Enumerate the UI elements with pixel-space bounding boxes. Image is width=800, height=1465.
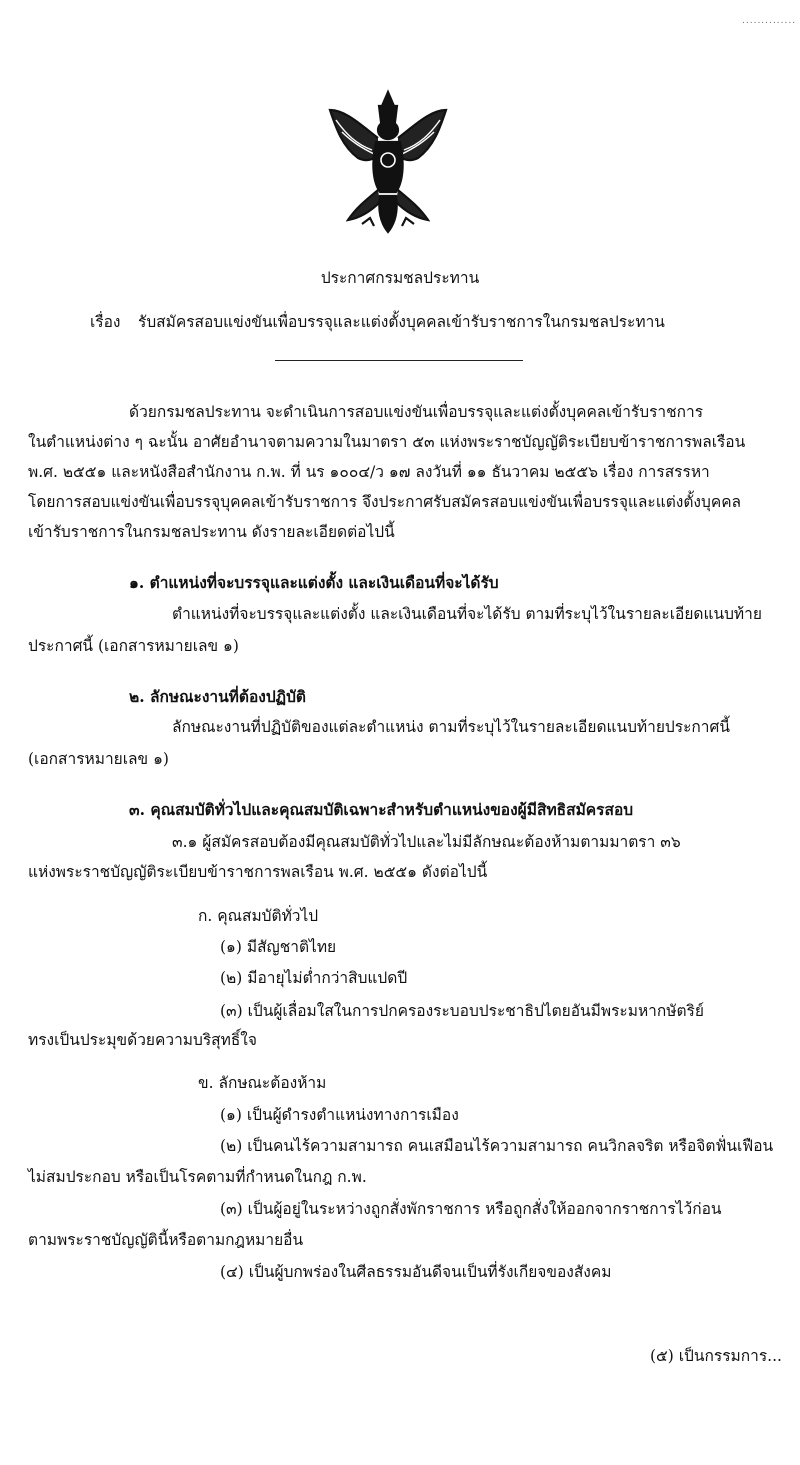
intro-line: พ.ศ. ๒๕๕๑ และหนังสือสำนักงาน ก.พ. ที่ นร ๑๐๐๔/ว ๑๗ ลงวันที่ ๑๑ ธันวาคม ๒๕๕๖ เรื่อง การสรรหา: [28, 463, 710, 481]
section-2-line: ลักษณะงานที่ปฏิบัติของแต่ละตำแหน่ง ตามที่ระบุไว้ในรายละเอียดแนบท้ายประกาศนี้: [172, 718, 730, 736]
prohibition-item-cont: ตามพระราชบัญญัตินี้หรือตามกฎหมายอื่น: [28, 1231, 304, 1249]
garuda-emblem-icon: [322, 88, 454, 236]
subject-label: เรื่อง: [90, 313, 121, 331]
section-1-line: ตำแหน่งที่จะบรรจุและแต่งตั้ง และเงินเดือนที่จะได้รับ ตามที่ระบุไว้ในรายละเอียดแนบท้าย: [172, 605, 762, 623]
intro-line: เข้ารับราชการในกรมชลประทาน ดังรายละเอียดต่อไปนี้: [28, 523, 395, 541]
qualification-item: (๑) มีสัญชาติไทย: [220, 938, 337, 956]
intro-line: ในตำแหน่งต่าง ๆ ฉะนั้น อาศัยอำนาจตามความในมาตรา ๕๓ แห่งพระราชบัญญัติระเบียบข้าราชการพลเรือน: [28, 433, 746, 451]
title-divider: [275, 360, 523, 361]
prohibition-item: (๑) เป็นผู้ดำรงตำแหน่งทางการเมือง: [220, 1106, 459, 1124]
section-2-line: (เอกสารหมายเลข ๑): [28, 750, 169, 768]
intro-line: ด้วยกรมชลประทาน จะดำเนินการสอบแข่งขันเพื่อบรรจุและแต่งตั้งบุคคลเข้ารับราชการ: [129, 403, 704, 421]
qualifications-heading: ก. คุณสมบัติทั่วไป: [198, 907, 319, 925]
section-3-1-line: แห่งพระราชบัญญัติระเบียบข้าราชการพลเรือน พ.ศ. ๒๕๕๑ ดังต่อไปนี้: [28, 863, 488, 881]
prohibition-item: (๒) เป็นคนไร้ความสามารถ คนเสมือนไร้ความสามารถ คนวิกลจริต หรือจิตฟั่นเฟือน: [220, 1137, 774, 1155]
prohibition-item-cont: ไม่สมประกอบ หรือเป็นโรคตามที่กำหนดในกฎ ก.พ.: [28, 1168, 367, 1186]
subject-text: รับสมัครสอบแข่งขันเพื่อบรรจุและแต่งตั้งบุคคลเข้ารับราชการในกรมชลประทาน: [138, 313, 665, 331]
page-continuation: (๕) เป็นกรรมการ...: [650, 1347, 782, 1365]
prohibition-item: (๔) เป็นผู้บกพร่องในศีลธรรมอันดีจนเป็นที่รังเกียจของสังคม: [220, 1263, 612, 1281]
prohibitions-heading: ข. ลักษณะต้องห้าม: [198, 1074, 327, 1092]
announcement-title: ประกาศกรมชลประทาน: [320, 269, 480, 287]
qualification-item-cont: ทรงเป็นประมุขด้วยความบริสุทธิ์ใจ: [28, 1031, 257, 1049]
intro-line: โดยการสอบแข่งขันเพื่อบรรจุบุคคลเข้ารับราชการ จึงประกาศรับสมัครสอบแข่งขันเพื่อบรรจุและแต่งตั้งบุคคล: [28, 493, 742, 511]
qualification-item: (๓) เป็นผู้เลื่อมใสในการปกครองระบอบประชาธิปไตยอันมีพระมหากษัตริย์: [220, 1002, 704, 1020]
section-1-line: ประกาศนี้ (เอกสารหมายเลข ๑): [28, 637, 239, 655]
section-3-heading: ๓. คุณสมบัติทั่วไปและคุณสมบัติเฉพาะสำหรับตำแหน่งของผู้มีสิทธิสมัครสอบ: [129, 800, 634, 819]
section-1-heading: ๑. ตำแหน่งที่จะบรรจุและแต่งตั้ง และเงินเดือนที่จะได้รับ: [129, 573, 499, 592]
prohibition-item: (๓) เป็นผู้อยู่ในระหว่างถูกสั่งพักราชการ หรือถูกสั่งให้ออกจากราชการไว้ก่อน: [220, 1200, 722, 1218]
section-3-1-line: ๓.๑ ผู้สมัครสอบต้องมีคุณสมบัติทั่วไปและไม่มีลักษณะต้องห้ามตามมาตรา ๓๖: [172, 833, 681, 851]
top-dots: ..............: [742, 16, 797, 26]
section-2-heading: ๒. ลักษณะงานที่ต้องปฏิบัติ: [129, 687, 306, 706]
qualification-item: (๒) มีอายุไม่ต่ำกว่าสิบแปดปี: [220, 969, 408, 987]
